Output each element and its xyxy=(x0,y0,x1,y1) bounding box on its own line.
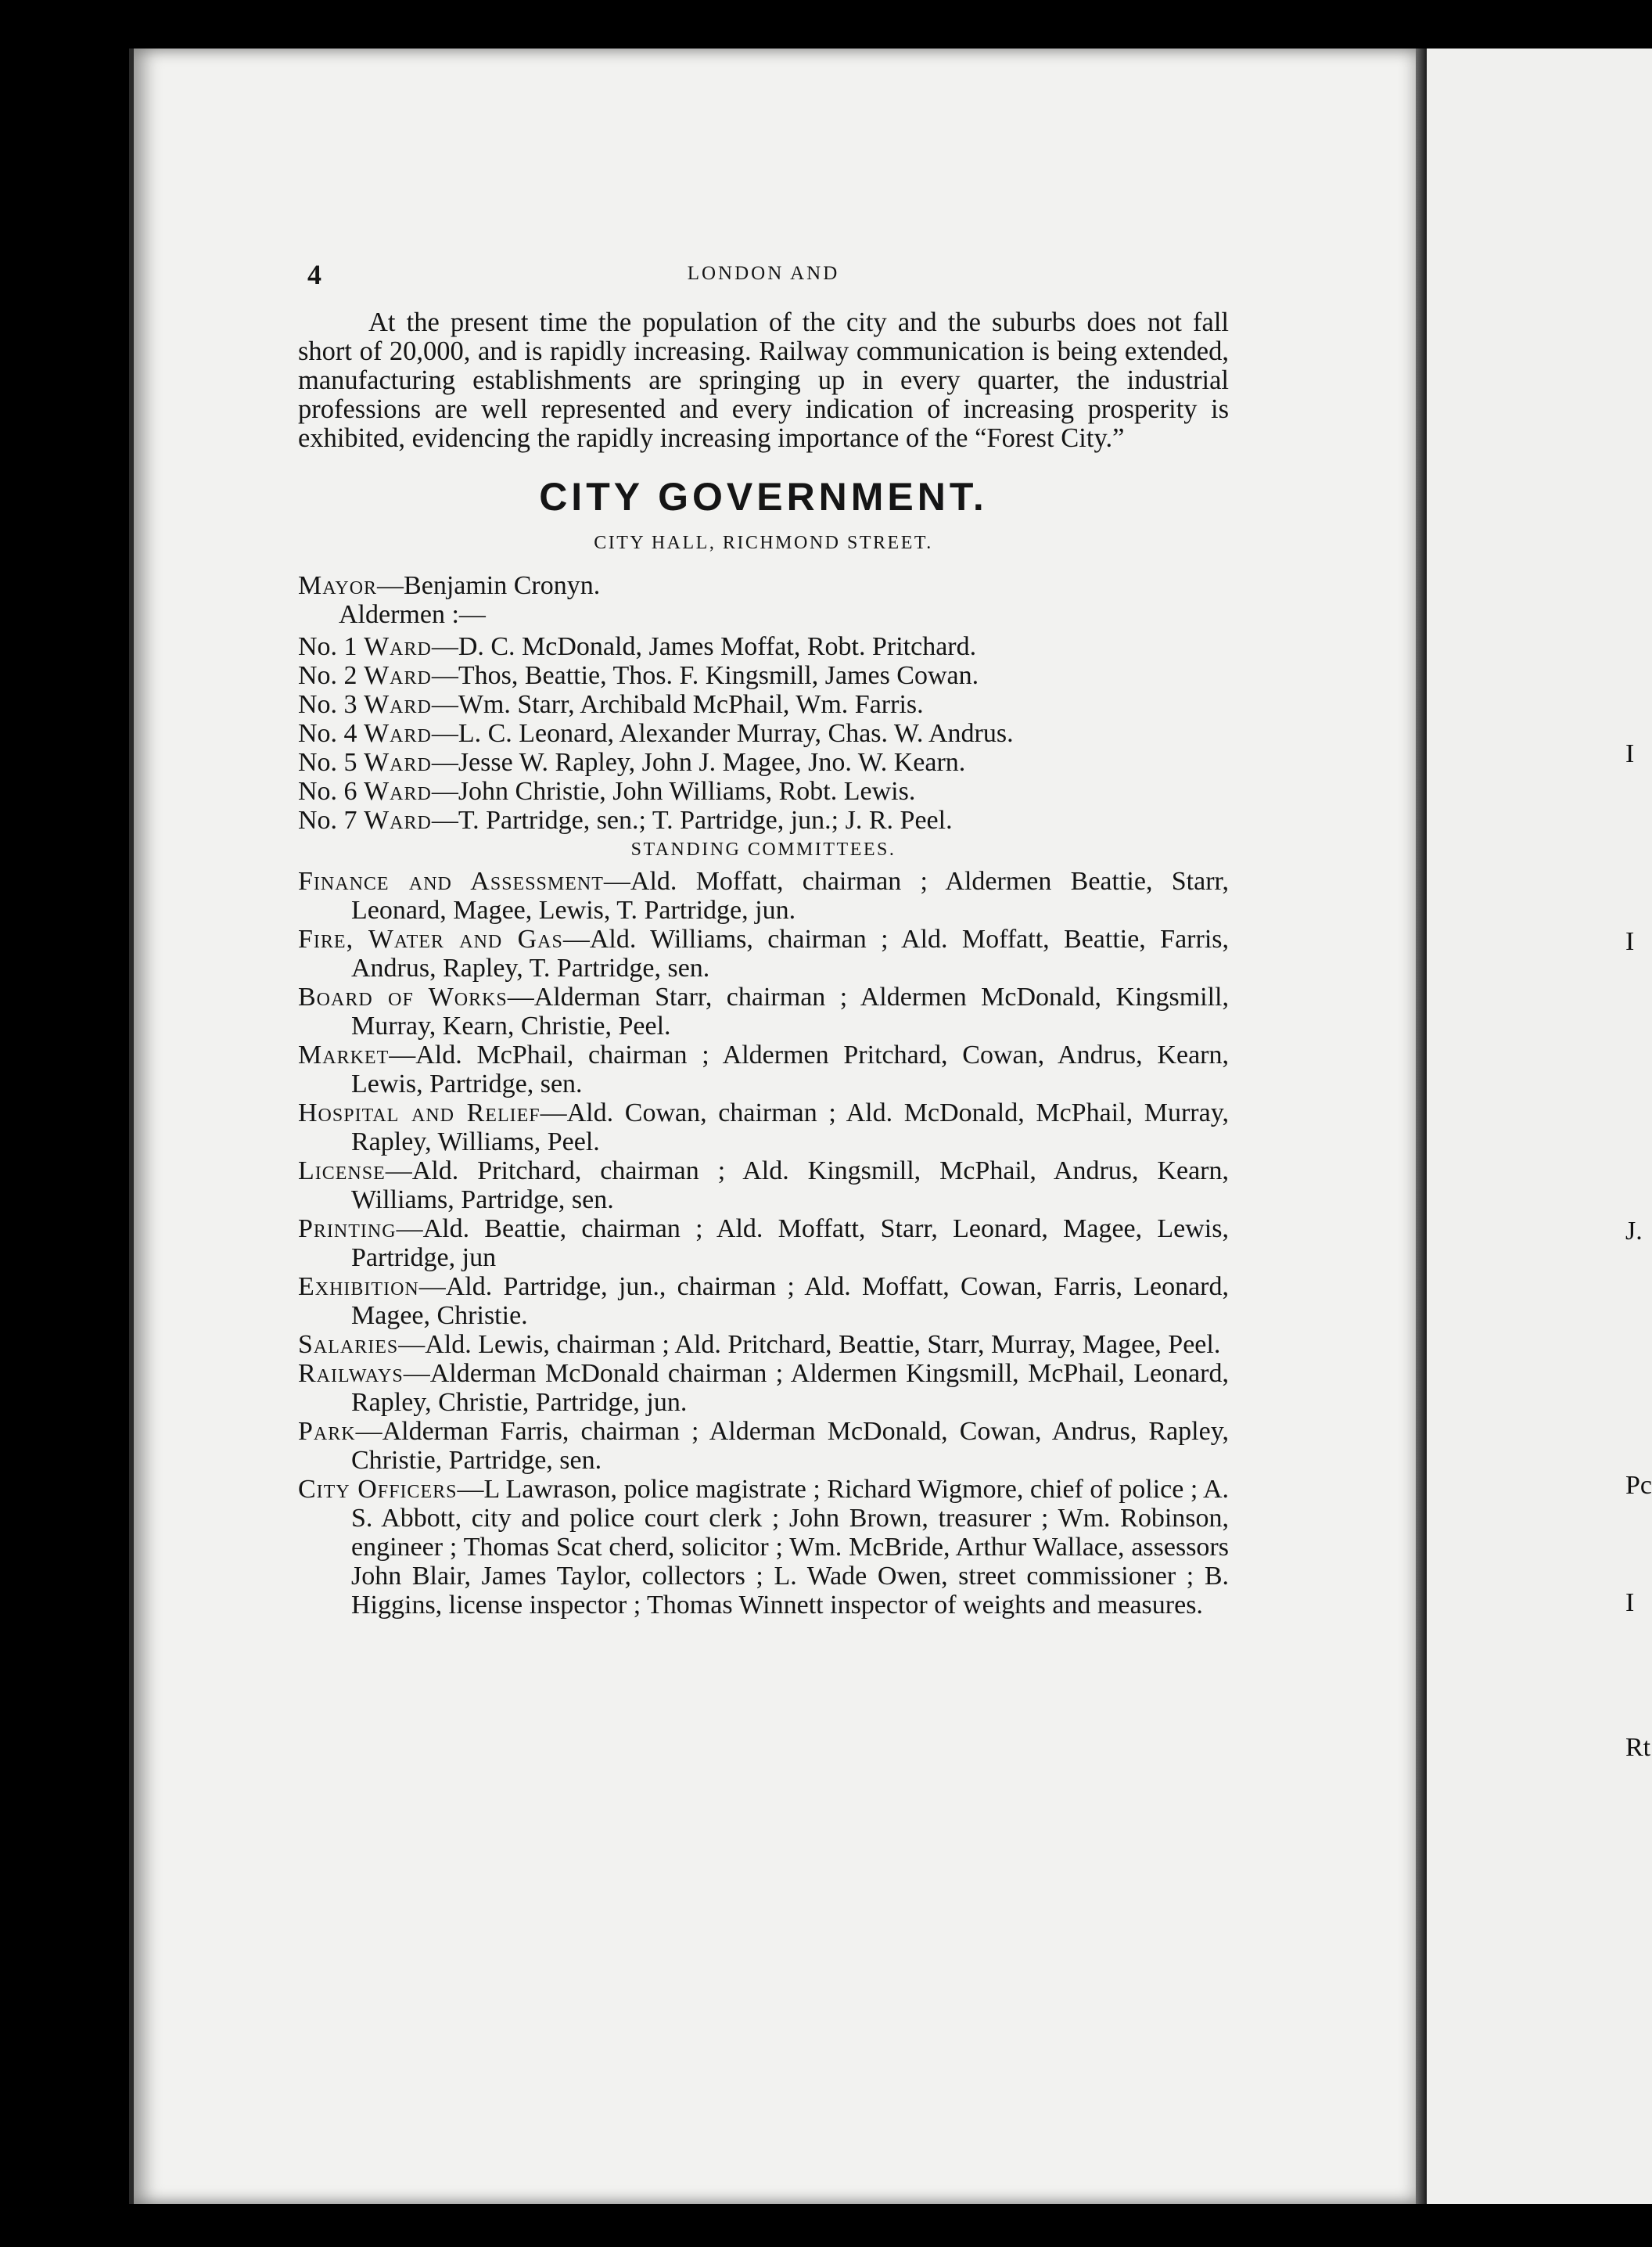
edge-letter: I xyxy=(1625,927,1635,956)
ward-label: Ward xyxy=(364,632,432,661)
book-gutter xyxy=(1416,49,1427,2204)
ward-members: —Thos, Beattie, Thos. F. Kingsmill, James Cowan. xyxy=(431,661,979,690)
committee-members: —Ald. Lewis, chairman ; Ald. Pritchard, Beattie, Starr, Murray, Magee, Peel. xyxy=(398,1330,1221,1359)
ward-label: Ward xyxy=(364,806,432,835)
committee-label: Market xyxy=(298,1041,390,1070)
committee-label: Printing xyxy=(298,1214,397,1243)
mayor-label: Mayor xyxy=(298,571,378,600)
committee-members: —Ald. Williams, chairman ; Ald. Moffatt, Beattie, Farris, Andrus, Rapley, T. Partridge, sen. xyxy=(351,925,1229,983)
ward-line xyxy=(298,719,1229,748)
committee-list xyxy=(298,867,1229,1620)
committee-members: —Ald. Moffatt, chairman ; Aldermen Beattie, Starr, Leonard, Magee, Lewis, T. Partridge, jun. xyxy=(351,867,1229,925)
committee-entry xyxy=(298,1156,1229,1214)
aldermen-label: Aldermen :— xyxy=(339,600,486,629)
ward-label: Ward xyxy=(364,748,432,777)
ward-number: No. 4 xyxy=(298,719,365,748)
committee-entry xyxy=(298,1041,1229,1098)
page-content xyxy=(298,258,1229,1620)
committee-label: City Officers xyxy=(298,1475,458,1504)
ward-line xyxy=(298,661,1229,690)
committee-label: Hospital and Relief xyxy=(298,1098,540,1127)
ward-members: —T. Partridge, sen.; T. Partridge, jun.; J. R. Peel. xyxy=(431,806,953,835)
ward-members: —Wm. Starr, Archibald McPhail, Wm. Farris. xyxy=(431,690,924,719)
ward-number: No. 1 xyxy=(298,632,365,661)
committee-entry xyxy=(298,1417,1229,1475)
committee-members: —Ald. McPhail, chairman ; Aldermen Pritchard, Cowan, Andrus, Kearn, Lewis, Partridge, sen. xyxy=(351,1041,1229,1098)
edge-letter: J. xyxy=(1625,1217,1643,1246)
committee-label: Exhibition xyxy=(298,1272,419,1301)
edge-letter: Pc xyxy=(1625,1471,1652,1500)
committee-entry xyxy=(298,1214,1229,1272)
committee-members: —Ald. Cowan, chairman ; Ald. McDonald, McPhail, Murray, Rapley, Williams, Peel. xyxy=(351,1098,1229,1156)
ward-number: No. 5 xyxy=(298,748,365,777)
edge-letter: I xyxy=(1625,1588,1635,1617)
city-officers-entry xyxy=(298,1475,1229,1620)
intro-paragraph: At the present time the population of the city and the suburbs does not fall short of 20,000, and is rapidly increasing. Railway communication is being extended, manufacturing establishments are springing up in every quarter, the industrial professions are well represented and every indication of increasing prosperity is exhibited, evidencing the rapidly increasing importance of the “Forest City.” xyxy=(298,307,1229,453)
committee-entry xyxy=(298,1330,1229,1359)
edge-letter: Rt xyxy=(1625,1733,1651,1762)
committee-members: —Alderman McDonald chairman ; Aldermen Kingsmill, McPhail, Leonard, Rapley, Christie, Partridge, jun. xyxy=(351,1359,1229,1417)
ward-number: No. 2 xyxy=(298,661,365,690)
mayor-name: —Benjamin Cronyn. xyxy=(377,571,601,600)
ward-label: Ward xyxy=(364,777,432,806)
committee-label: Railways xyxy=(298,1359,404,1388)
committee-label: Salaries xyxy=(298,1330,399,1359)
committee-label: Fire, Water and Gas xyxy=(298,925,563,954)
committee-label: License xyxy=(298,1156,386,1185)
committee-entry xyxy=(298,925,1229,983)
ward-number: No. 3 xyxy=(298,690,365,719)
committee-members: —L Lawrason, police magistrate ; Richard Wigmore, chief of police ; A. S. Abbott, city and police court clerk ; John Brown, treasurer ; Wm. Robinson, engineer ; Thomas Scat cherd, solicitor ; Wm. McBride, Arthur Wallace, assessors John Blair, James Taylor, collectors ; L. Wade Owen, street commissioner ; B. Higgins, license inspector ; Thomas Winnett inspector of weights and measures. xyxy=(351,1475,1229,1620)
mayor-line xyxy=(298,571,1229,600)
ward-line xyxy=(298,777,1229,806)
ward-line xyxy=(298,690,1229,719)
ward-label: Ward xyxy=(364,690,432,719)
ward-number: No. 7 xyxy=(298,806,365,835)
ward-members: —Jesse W. Rapley, John J. Magee, Jno. W. Kearn. xyxy=(431,748,966,777)
ward-label: Ward xyxy=(364,661,432,690)
ward-list xyxy=(298,632,1229,835)
edge-letter: I xyxy=(1625,739,1635,768)
ward-line xyxy=(298,632,1229,661)
ward-number: No. 6 xyxy=(298,777,365,806)
page-number: 4 xyxy=(307,259,321,290)
ward-line xyxy=(298,806,1229,835)
committee-members: —Ald. Pritchard, chairman ; Ald. Kingsmill, McPhail, Andrus, Kearn, Williams, Partridge, sen. xyxy=(351,1156,1229,1214)
committee-members: —Alderman Starr, chairman ; Aldermen McDonald, Kingsmill, Murray, Kearn, Christie, Peel. xyxy=(351,983,1230,1041)
committee-members: —Alderman Farris, chairman ; Alderman McDonald, Cowan, Andrus, Rapley, Christie, Partridge, sen. xyxy=(351,1417,1229,1475)
ward-members: —D. C. McDonald, James Moffat, Robt. Pritchard. xyxy=(431,632,977,661)
committee-label: Park xyxy=(298,1417,356,1446)
section-title: CITY GOVERNMENT. xyxy=(539,475,988,519)
committee-entry xyxy=(298,1272,1229,1330)
section-subtitle: CITY HALL, RICHMOND STREET. xyxy=(594,533,933,553)
committee-entry xyxy=(298,1098,1229,1156)
committee-members: —Ald. Beattie, chairman ; Ald. Moffatt, Starr, Leonard, Magee, Lewis, Partridge, jun xyxy=(351,1214,1229,1272)
committee-members: —Ald. Partridge, jun., chairman ; Ald. Moffatt, Cowan, Farris, Leonard, Magee, Christie. xyxy=(351,1272,1229,1330)
committee-label: Finance and Assessment xyxy=(298,867,604,896)
ward-members: —John Christie, John Williams, Robt. Lewis. xyxy=(431,777,916,806)
running-title: LONDON AND xyxy=(687,263,840,284)
committee-entry xyxy=(298,867,1229,925)
ward-line xyxy=(298,748,1229,777)
committee-label: Board of Works xyxy=(298,983,508,1012)
ward-members: —L. C. Leonard, Alexander Murray, Chas. W. Andrus. xyxy=(431,719,1014,748)
committee-entry xyxy=(298,1359,1229,1417)
adjacent-page-edge xyxy=(1427,49,1652,2204)
committees-heading: STANDING COMMITTEES. xyxy=(630,839,896,860)
running-head xyxy=(298,258,1229,299)
ward-label: Ward xyxy=(364,719,432,748)
committee-entry xyxy=(298,983,1229,1041)
